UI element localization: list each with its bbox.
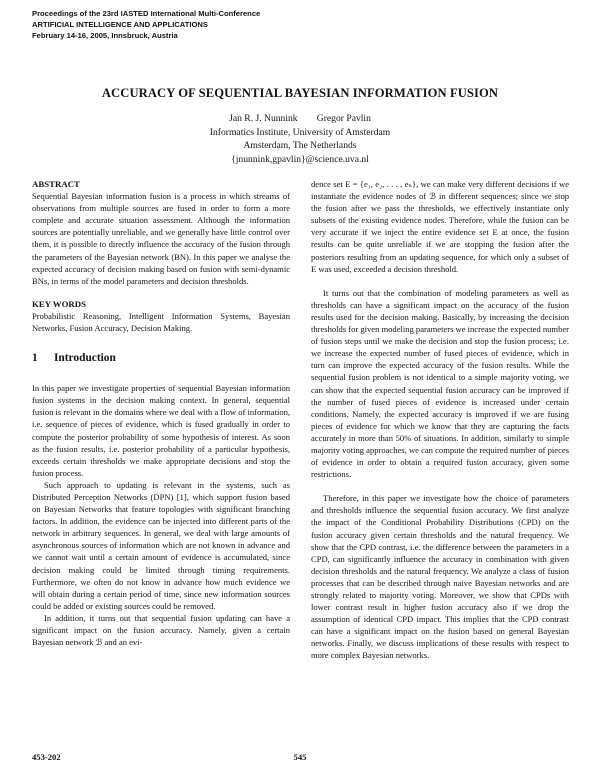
abstract-heading: ABSTRACT	[32, 179, 80, 189]
author-location: Amsterdam, The Netherlands	[243, 140, 357, 151]
keywords-heading: KEY WORDS	[32, 298, 87, 309]
intro-paragraph-1: In this paper we investigate properties of sequential Bayesian information fusion systems in the decision making context. In general, sequential fusion is relevant in the domains where we deal with a flow of information, i.e. sequence of pieces of evidence, which is fused gradually in order to compute the posterior probability of some hypothesis of interest. As soon as the fusion results, i.e. posterior probability of a particular hypothesis, exceeds certain thresholds we make appropriate decisions and stop the fusion process.	[32, 383, 290, 478]
author-affiliation: Informatics Institute, University of Amsterdam	[209, 126, 391, 138]
conference-line-1: Proceedings of the 23rd IASTED International Multi-Conference	[32, 9, 261, 18]
left-column	[32, 178, 290, 648]
paper-code: 453-202	[32, 752, 61, 762]
author-email: {jnunnink,gpavlin}@science.uva.nl	[231, 153, 369, 165]
section-number: 1	[32, 352, 38, 365]
right-column	[311, 178, 569, 662]
author-names: Jan R. J. Nunnink Gregor Pavlin	[229, 113, 371, 124]
section-heading	[32, 351, 290, 365]
intro-paragraph-4: dence set E = {e₁, e₂, . . . , eₙ}, we can make very different decisions if we instantiate the evidence nodes of ℬ in different sequences; since we stop the fusion after we pass the thresholds, we effectively instantiate only subsets of the existing evidence nodes. Therefore, while the fusion can be very accurate if we inject the entire evidence set E at once, the fusion results can be quite unreliable if we are stopping the fusion after the posteriors resulting from an updating sequence, for which only a subset of E was used, exceeded a decision threshold.	[311, 179, 569, 274]
page-number: 545	[293, 752, 307, 762]
intro-paragraph-3: In addition, it turns out that sequential fusion updating can have a significant impact on the fusion accuracy. Namely, given a certain Bayesian network ℬ and an evi-	[32, 612, 290, 648]
paper-title: ACCURACY OF SEQUENTIAL BAYESIAN INFORMATION FUSION	[101, 86, 499, 100]
abstract-text: Sequential Bayesian information fusion is a process in which streams of observations from multiple sources are fused in order to form a more complete and accurate situation assessment. Although the information sources are potentially unreliable, and we generally have little control over them, it is possible to directly influence the accuracy of the fusion through the parameters of the Bayesian network (BN). In this paper we analyse the expected accuracy of decision making based on fusion with semi-dynamic BNs, in terms of the model parameters and decision thresholds.	[32, 191, 290, 286]
conference-line-3: February 14-16, 2005, Innsbruck, Austria	[32, 31, 178, 40]
intro-paragraph-6: Therefore, in this paper we investigate how the choice of parameters and thresholds influence the sequential fusion accuracy. We first analyze the impact of the Conditional Probability Distributions (CPD) on the fusion accuracy given certain thresholds and the natural frequency. We show that the CPD contrast, i.e. the difference between the parameters in a CPD, can significantly influence the accuracy in combination with given decision thresholds and the natural frequency. We analyze a class of fusion processes that can be described through naive Bayesian networks and are strongly related to majority voting. Moreover, we show that CPDs with lower contrast result in higher fusion accuracy also if we drop the assumption of identical CPD impact. This implies that the CPD contrast can have a significant impact on the fusion based on general Bayesian networks. Finally, we discuss implications of these results with respect to more complex Bayesian networks.	[311, 493, 569, 661]
intro-paragraph-2: Such approach to updating is relevant in the systems, such as Distributed Perception Networks (DPN) [1], which support fusion based on Bayesian Networks that feature topologies with significant branching factors. In addition, the evidence can be injected into different parts of the network in arbitrary sequences. In general, we deal with large amounts of asynchronous sources of information which are not known in advance and we cannot wait until a certain amount of evidence is accumulated, since decision making could be limited through timing requirements. Furthermore, we often do not know in advance how much evidence we will obtain during a certain period of time, since new information sources could be added or existing sources could be removed.	[32, 479, 290, 611]
conference-line-2: ARTIFICIAL INTELLIGENCE AND APPLICATIONS	[32, 20, 208, 29]
keywords-text: Probabilistic Reasoning, Intelligent Information Systems, Bayesian Networks, Fusion Accuracy, Decision Making.	[32, 310, 290, 334]
author-block	[32, 112, 568, 166]
conference-header	[32, 8, 392, 41]
intro-paragraph-5: It turns out that the combination of modeling parameters as well as thresholds can have a significant impact on the accuracy of the fusion results used for the decision making. Basically, by increasing the decision thresholds for given modeling parameters we increase the expected number of fusion steps until we make the decision and stop the fusion process; i.e. we increase the expected number of fused pieces of evidence, which in turn can improve the expected accuracy of the fusion results. While the sequential fusion problem is not identical to a simple majority voting, we can show that the expected sequential fusion accuracy can be improved if the number of fused pieces of evidence is increased under certain conditions. Namely, the expected accuracy is improved if we are fusing pieces of evidence for which we know that they are capturing the facts accurately in more than 50% of situations. In addition, similarly to simple majority voting approaches, we can compute the required number of pieces of evidence in order to obtain a required fusion accuracy, given some restrictions.	[311, 287, 569, 480]
section-title: Introduction	[54, 352, 116, 365]
